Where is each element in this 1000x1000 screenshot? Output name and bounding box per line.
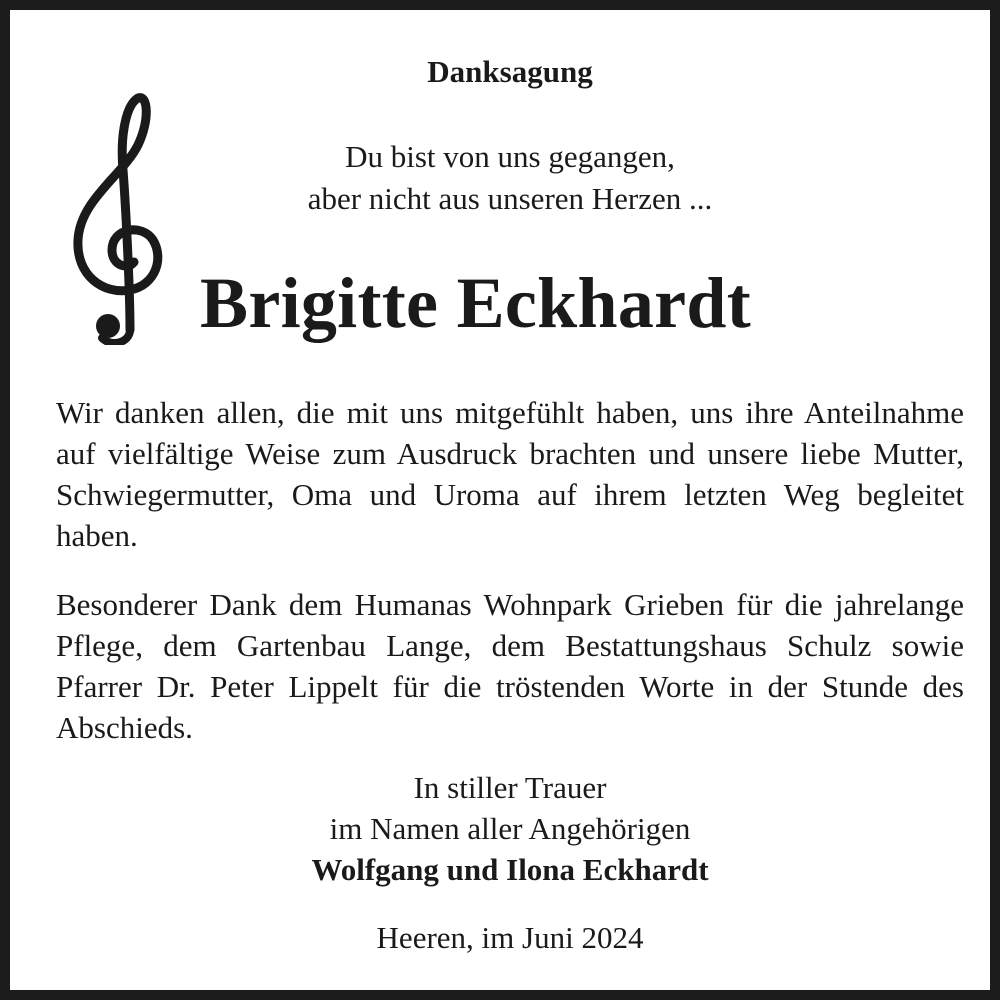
signatories: Wolfgang und Ilona Eckhardt	[311, 852, 709, 887]
thanks-paragraph: Wir danken allen, die mit uns mitgefühlt haben, uns ihre Anteilnahme auf vielfältige Weise zum Ausdruck brachten und unsere liebe Mutter, Schwiegermutter, Oma und Uroma auf ihrem letzten Weg begleitet haben.	[56, 395, 964, 553]
treble-clef-icon	[68, 90, 168, 345]
place-date: Heeren, im Juni 2024	[376, 920, 644, 955]
closing-line-2: im Namen aller Angehörigen	[329, 811, 691, 846]
special-thanks-paragraph: Besonderer Dank dem Humanas Wohnpark Grieben für die jahrelange Pflege, dem Gartenbau Lange, dem Bestattungshaus Schulz sowie Pfarrer Dr. Peter Lippelt für die tröstenden Worte in der Stunde des Abschieds.	[56, 587, 964, 745]
closing-block	[10, 767, 1000, 890]
notice-heading: Danksagung	[427, 54, 593, 89]
closing-line-1: In stiller Trauer	[413, 770, 607, 805]
intro-line-2: aber nicht aus unseren Herzen ...	[307, 181, 713, 216]
intro-line-1: Du bist von uns gegangen,	[345, 139, 675, 174]
deceased-name: Brigitte Eckhardt	[200, 263, 752, 343]
